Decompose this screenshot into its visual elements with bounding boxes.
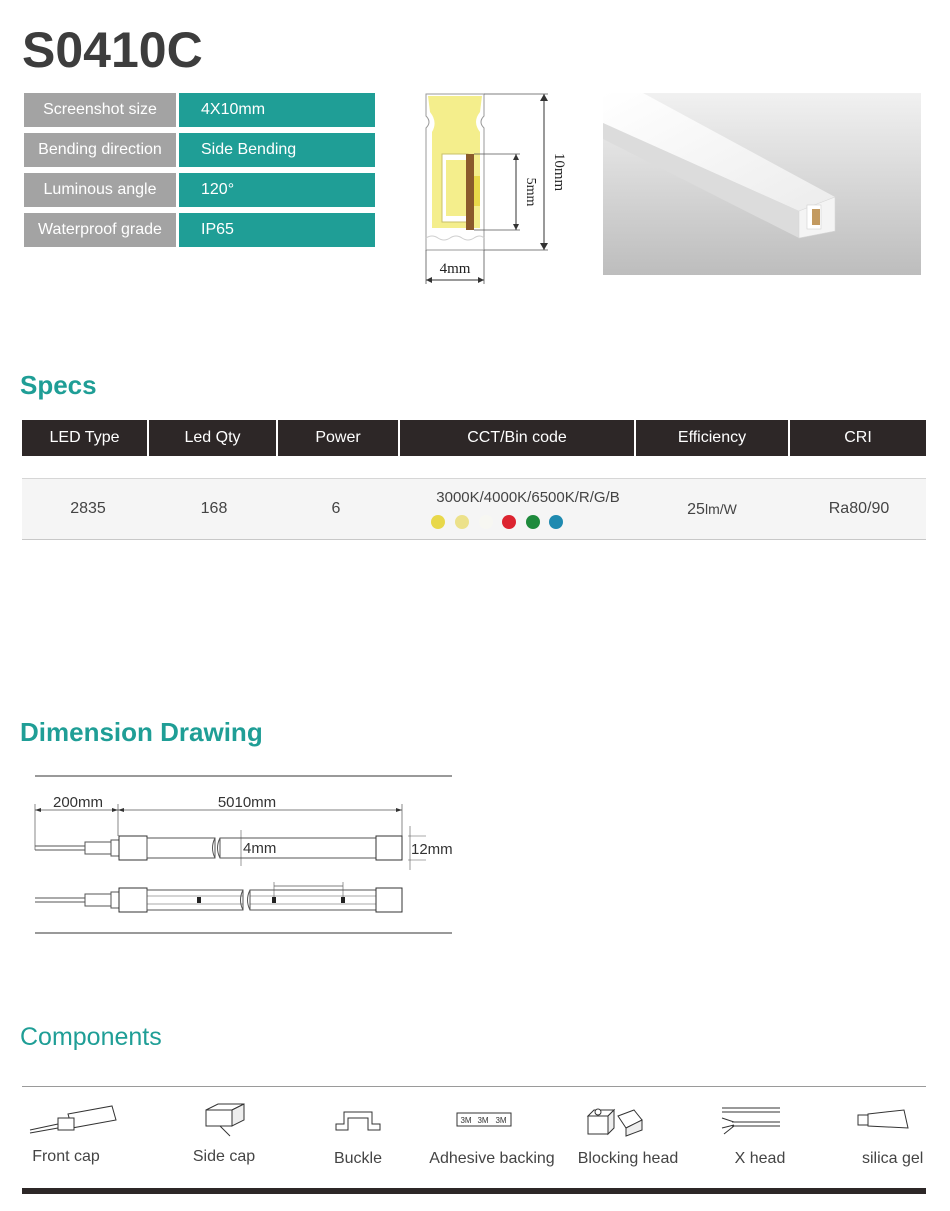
profile-cross-section-drawing: [420, 88, 567, 288]
lead-length-label: 200mm: [52, 794, 104, 811]
color-dot-3000k: [431, 515, 445, 529]
param-value: IP65: [179, 213, 375, 247]
component-label-side-cap: Side cap: [192, 1148, 256, 1165]
spec-header-cct: CCT/Bin code: [400, 420, 634, 456]
spec-efficiency-unit: lm/W: [704, 501, 737, 517]
blocking-head-icon: [584, 1102, 646, 1138]
param-label: Luminous angle: [24, 173, 176, 207]
spec-led-type: 2835: [70, 500, 106, 517]
product-title: S0410C: [22, 22, 203, 78]
spec-cct: 3000K/4000K/6500K/R/G/B: [436, 489, 620, 506]
adhesive-text-3: 3M: [495, 1116, 507, 1125]
component-label-silica-gel: silica gel: [862, 1150, 924, 1167]
buckle-icon: [334, 1106, 382, 1132]
spec-cri: Ra80/90: [828, 500, 890, 517]
adhesive-backing-icon: [456, 1112, 512, 1128]
profile-width-label: 4mm: [439, 261, 471, 277]
param-label: Bending direction: [24, 133, 176, 167]
silica-gel-icon: [856, 1108, 912, 1132]
spec-led-qty: 168: [200, 500, 228, 517]
dimension-drawing: [30, 770, 470, 940]
spec-efficiency-value: 25: [687, 501, 705, 518]
spec-header-efficiency: Efficiency: [636, 420, 788, 456]
param-row-bending: [24, 133, 375, 167]
x-head-icon: [720, 1104, 782, 1136]
spec-efficiency: [636, 478, 788, 540]
color-dot-blue: [549, 515, 563, 529]
spec-header-led-qty: Led Qty: [149, 420, 276, 456]
product-photo: [603, 93, 921, 275]
component-label-buckle: Buckle: [333, 1150, 383, 1167]
components-divider: [22, 1086, 926, 1087]
param-row-size: [24, 93, 375, 127]
adhesive-text-2: 3M: [477, 1116, 489, 1125]
spec-header-power: Power: [278, 420, 398, 456]
param-row-angle: [24, 173, 375, 207]
specs-title: Specs: [20, 370, 97, 400]
profile-height-label: 10mm: [551, 152, 567, 192]
color-dot-red: [502, 515, 516, 529]
total-length-label: 5010mm: [217, 794, 277, 811]
color-dot-6500k: [479, 515, 493, 529]
profile-led-height-label: 5mm: [523, 177, 538, 207]
param-label: Waterproof grade: [24, 213, 176, 247]
param-value: 4X10mm: [179, 93, 375, 127]
component-label-front-cap: Front cap: [32, 1148, 100, 1165]
spec-header-cri: CRI: [790, 420, 926, 456]
adhesive-text-1: 3M: [460, 1116, 472, 1125]
spec-header-led-type: LED Type: [22, 420, 147, 456]
param-value: Side Bending: [179, 133, 375, 167]
param-value: 120°: [179, 173, 375, 207]
component-label-blocking-head: Blocking head: [577, 1150, 679, 1167]
param-row-waterproof: [24, 213, 375, 247]
strip-width-label: 4mm: [243, 840, 277, 857]
component-label-adhesive-backing: Adhesive backing: [429, 1150, 555, 1167]
components-title: Components: [20, 1023, 162, 1051]
spec-power: 6: [331, 500, 341, 517]
cut-height-label: 12mm: [411, 841, 453, 858]
side-cap-icon: [200, 1102, 248, 1138]
color-dot-4000k: [455, 515, 469, 529]
param-label: Screenshot size: [24, 93, 176, 127]
footer-bar: [22, 1188, 926, 1194]
front-cap-icon: [28, 1100, 120, 1140]
component-label-x-head: X head: [734, 1150, 786, 1167]
dimension-title: Dimension Drawing: [20, 717, 263, 747]
color-dot-green: [526, 515, 540, 529]
